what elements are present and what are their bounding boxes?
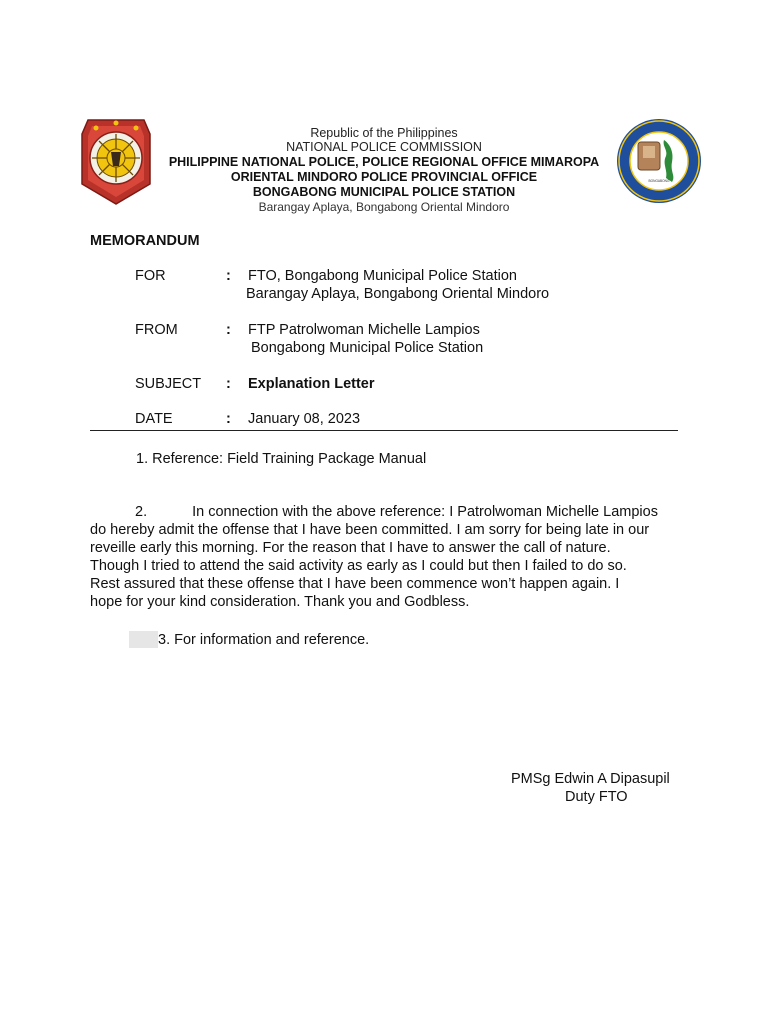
station-seal-logo [616, 118, 702, 204]
date-label: DATE [135, 411, 173, 427]
from-colon: : [226, 322, 231, 338]
for-label: FOR [135, 268, 166, 284]
pnp-seal-logo [80, 114, 152, 206]
from-label: FROM [135, 322, 178, 338]
paragraph-2-line: Rest assured that these offense that I have been commence won’t happen again. I [90, 576, 620, 592]
header-republic: Republic of the Philippines [310, 126, 458, 140]
paragraph-2-line: reveille early this morning. For the reason that I have to answer the call of nature. [90, 540, 611, 556]
tab-highlight [129, 631, 158, 648]
for-colon: : [226, 268, 231, 284]
memorandum-title: MEMORANDUM [90, 233, 200, 249]
subject-label: SUBJECT [135, 376, 202, 392]
for-recipient: FTO, Bongabong Municipal Police Station [248, 268, 517, 284]
paragraph-2-line: do hereby admit the offense that I have been committed. I am sorry for being late in our [90, 522, 650, 538]
svg-text:BONGABONG: BONGABONG [648, 179, 670, 183]
paragraph-2-line: In connection with the above reference: I Patrolwoman Michelle Lampios [192, 504, 658, 520]
header-provincial-office: ORIENTAL MINDORO POLICE PROVINCIAL OFFICE [230, 170, 538, 184]
subject-value: Explanation Letter [248, 376, 375, 392]
header-divider [90, 430, 678, 431]
paragraph-2-line: Though I tried to attend the said activity as early as I could but then I failed to do so. [90, 558, 627, 574]
paragraph-1: 1. Reference: Field Training Package Manual [136, 451, 427, 467]
from-sender: FTP Patrolwoman Michelle Lampios [248, 322, 480, 338]
from-station: Bongabong Municipal Police Station [251, 340, 484, 356]
for-address: Barangay Aplaya, Bongabong Oriental Mindoro [246, 286, 550, 302]
header-pnp-office: PHILIPPINE NATIONAL POLICE, POLICE REGIONAL OFFICE MIMAROPA [168, 155, 600, 169]
header-address: Barangay Aplaya, Bongabong Oriental Mindoro [258, 200, 510, 214]
signatory-title: Duty FTO [565, 789, 628, 805]
signatory-name: PMSg Edwin A Dipasupil [511, 771, 670, 787]
paragraph-2-line: hope for your kind consideration. Thank you and Godbless. [90, 594, 470, 610]
date-colon: : [226, 411, 231, 427]
paragraph-2 [90, 503, 680, 611]
date-value: January 08, 2023 [248, 411, 361, 427]
paragraph-2-number: 2. [135, 504, 148, 520]
header-commission: NATIONAL POLICE COMMISSION [286, 140, 482, 154]
subject-colon: : [226, 376, 231, 392]
paragraph-3: 3. For information and reference. [158, 632, 370, 648]
header-station: BONGABONG MUNICIPAL POLICE STATION [252, 185, 516, 199]
